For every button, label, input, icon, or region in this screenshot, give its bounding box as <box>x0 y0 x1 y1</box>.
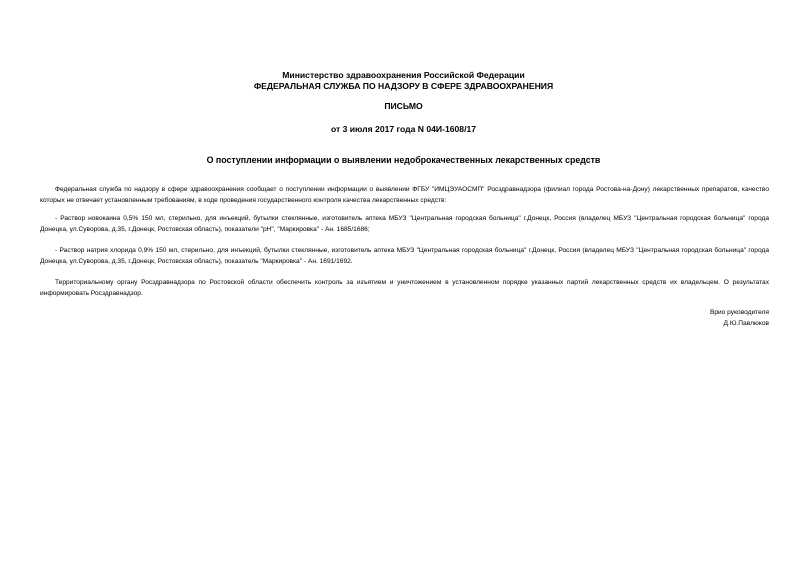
document-type: ПИСЬМО <box>384 101 423 111</box>
body-paragraph-instruction: Территориальному органу Росздравнадзора по Ростовской области обеспечить контроль за изъятием и уничтожением в установленном порядке указанных партий лекарственных средств их владельцем. О результатах информировать Росздравнадзор. <box>40 279 769 297</box>
body-paragraph-item-2: - Раствор натрия хлорида 0,9% 150 мл, стерильно, для инъекций, бутылки стеклянные, изготовитель аптека МБУЗ "Центральная городская больница" г.Донецк, Россия (владелец МБУЗ "Центральная городская больница" города Донецка, ул.Суворова, д.35, г.Донецк, Ростовская область), показатель "Маркировка" - Ан. 1691/1692. <box>40 247 769 265</box>
body-paragraph-item-1: - Раствор новокаина 0,5% 150 мл, стерильно, для инъекций, бутылки стеклянные, изготовитель аптека МБУЗ "Центральная городская больница" г.Донецк, Россия (владелец МБУЗ "Центральная городская больница" города Донецка, ул.Суворова, д.35, г.Донецк, Ростовская область), показатели "рН", "Маркировка" - Ан. 1685/1686; <box>40 215 769 233</box>
signatory-position: Врио руководителя <box>709 309 769 316</box>
signature-block <box>710 307 769 329</box>
document-date-number: от 3 июля 2017 года N 04И-1608/17 <box>330 124 477 134</box>
signatory-name: Д.Ю.Павлюков <box>723 320 769 327</box>
letterhead <box>0 70 807 92</box>
ministry-name: Министерство здравоохранения Российской Федерации <box>282 70 525 80</box>
body-paragraph-intro: Федеральная служба по надзору в сфере здравоохранения сообщает о поступлении информации о выявлении ФГБУ "ИМЦЭУАОСМП" Росздравнадзора (филиал города Ростова-на-Дону) лекарственных препаратов, качество которых не отвечает установленным требованиям, в ходе проведения государственного контроля качества лекарственных средств: <box>40 186 769 204</box>
document-subject: О поступлении информации о выявлении недоброкачественных лекарственных средств <box>206 155 601 165</box>
service-name: ФЕДЕРАЛЬНАЯ СЛУЖБА ПО НАДЗОРУ В СФЕРЕ ЗДРАВООХРАНЕНИЯ <box>253 81 554 91</box>
